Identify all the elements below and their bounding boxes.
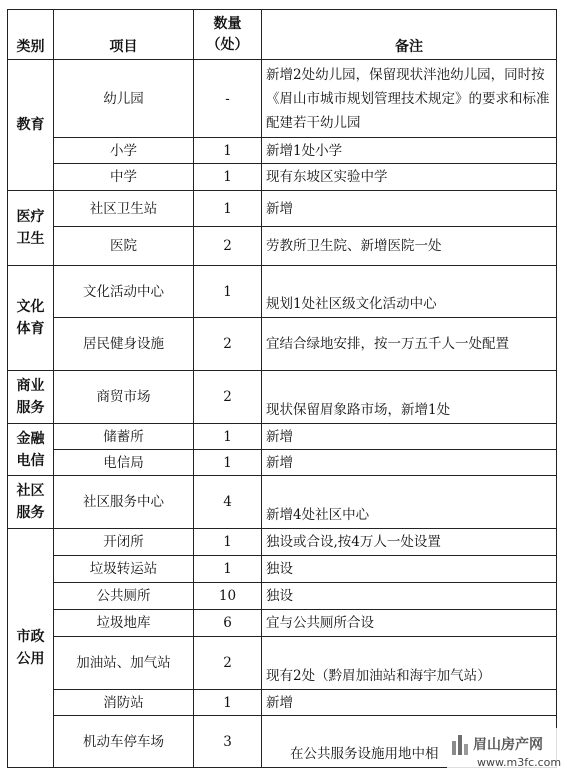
note-cell: 独设或合设,按4万人一处设置: [262, 529, 557, 556]
quantity-cell: 1: [194, 529, 262, 556]
watermark-brand: 眉山房产网: [473, 737, 543, 753]
quantity-cell: 1: [194, 138, 262, 164]
note-cell: 新增1处小学: [262, 138, 557, 164]
quantity-cell: 4: [194, 476, 262, 529]
item-cell: 公共厕所: [54, 583, 194, 610]
quantity-cell: 6: [194, 610, 262, 637]
item-cell: 电信局: [54, 450, 194, 476]
item-cell: 小学: [54, 138, 194, 164]
header-item: 项目: [54, 10, 194, 60]
item-cell: 垃圾转运站: [54, 556, 194, 583]
table-row: [8, 583, 557, 610]
table-row: [8, 637, 557, 690]
item-cell: 机动车停车场: [54, 716, 194, 768]
item-cell: 储蓄所: [54, 424, 194, 450]
item-cell: 加油站、加气站: [54, 637, 194, 690]
item-cell: 医院: [54, 227, 194, 266]
table-row: [8, 266, 557, 318]
note-cell: 现有东坡区实验中学: [262, 164, 557, 191]
table-row: [8, 138, 557, 164]
table-row: [8, 556, 557, 583]
header-category: 类别: [8, 10, 54, 60]
note-cell: 在公共服务设施用地中相: [262, 716, 557, 768]
note-cell: 新增4处社区中心: [262, 476, 557, 529]
item-cell: 居民健身设施: [54, 318, 194, 371]
category-cell: 商业服务: [8, 371, 54, 424]
note-cell: 现状保留眉象路市场，新增1处: [262, 371, 557, 424]
table-row: [8, 690, 557, 716]
quantity-cell: 3: [194, 716, 262, 768]
quantity-cell: 2: [194, 371, 262, 424]
note-cell: 新增2处幼儿园，保留现状泮池幼儿园，同时按《眉山市城市规划管理技术规定》的要求和标准配建若干幼儿园: [262, 60, 557, 138]
table-row: [8, 191, 557, 227]
header-row: [8, 10, 557, 60]
note-cell: 新增: [262, 424, 557, 450]
table-row: [8, 424, 557, 450]
note-cell: 宜与公共厕所合设: [262, 610, 557, 637]
table-row: [8, 164, 557, 191]
category-cell: 金融电信: [8, 424, 54, 476]
note-cell: 规划1处社区级文化活动中心: [262, 266, 557, 318]
quantity-cell: 1: [194, 556, 262, 583]
table-row: [8, 318, 557, 371]
item-cell: 文化活动中心: [54, 266, 194, 318]
note-cell: 新增: [262, 191, 557, 227]
note-cell: 独设: [262, 583, 557, 610]
table-row: [8, 529, 557, 556]
item-cell: 社区卫生站: [54, 191, 194, 227]
table-row: [8, 227, 557, 266]
quantity-cell: 1: [194, 690, 262, 716]
note-cell: 独设: [262, 556, 557, 583]
quantity-cell: 1: [194, 191, 262, 227]
note-cell: 劳教所卫生院、新增医院一处: [262, 227, 557, 266]
note-cell: 宜结合绿地安排，按一万五千人一处配置: [262, 318, 557, 371]
header-quantity-line2: （处）: [206, 37, 249, 53]
category-cell: 社区服务: [8, 476, 54, 529]
item-cell: 开闭所: [54, 529, 194, 556]
item-cell: 商贸市场: [54, 371, 194, 424]
facilities-table: [7, 9, 557, 768]
header-note: 备注: [262, 10, 557, 60]
item-cell: 垃圾地库: [54, 610, 194, 637]
note-cell: 新增: [262, 450, 557, 476]
item-cell: 中学: [54, 164, 194, 191]
table-row: [8, 371, 557, 424]
category-cell: 市政公用: [8, 529, 54, 768]
note-cell: 现有2处（黔眉加油站和海宇加气站）: [262, 637, 557, 690]
quantity-cell: -: [194, 60, 262, 138]
table-row: [8, 476, 557, 529]
item-cell: 社区服务中心: [54, 476, 194, 529]
quantity-cell: 10: [194, 583, 262, 610]
category-cell: 文化体育: [8, 266, 54, 371]
table-row: [8, 60, 557, 138]
quantity-cell: 2: [194, 318, 262, 371]
watermark: [447, 728, 561, 774]
building-icon: [451, 733, 469, 755]
header-quantity-line1: 数量: [213, 16, 242, 32]
table-row: [8, 450, 557, 476]
quantity-cell: 1: [194, 164, 262, 191]
item-cell: 消防站: [54, 690, 194, 716]
category-cell: 医疗卫生: [8, 191, 54, 266]
header-quantity: [194, 10, 262, 60]
quantity-cell: 1: [194, 450, 262, 476]
quantity-cell: 1: [194, 424, 262, 450]
quantity-cell: 2: [194, 637, 262, 690]
category-cell: 教育: [8, 60, 54, 191]
quantity-cell: 1: [194, 266, 262, 318]
note-cell: 新增: [262, 690, 557, 716]
item-cell: 幼儿园: [54, 60, 194, 138]
quantity-cell: 2: [194, 227, 262, 266]
watermark-url: www.m3fc.com: [477, 756, 561, 769]
table-row: [8, 610, 557, 637]
